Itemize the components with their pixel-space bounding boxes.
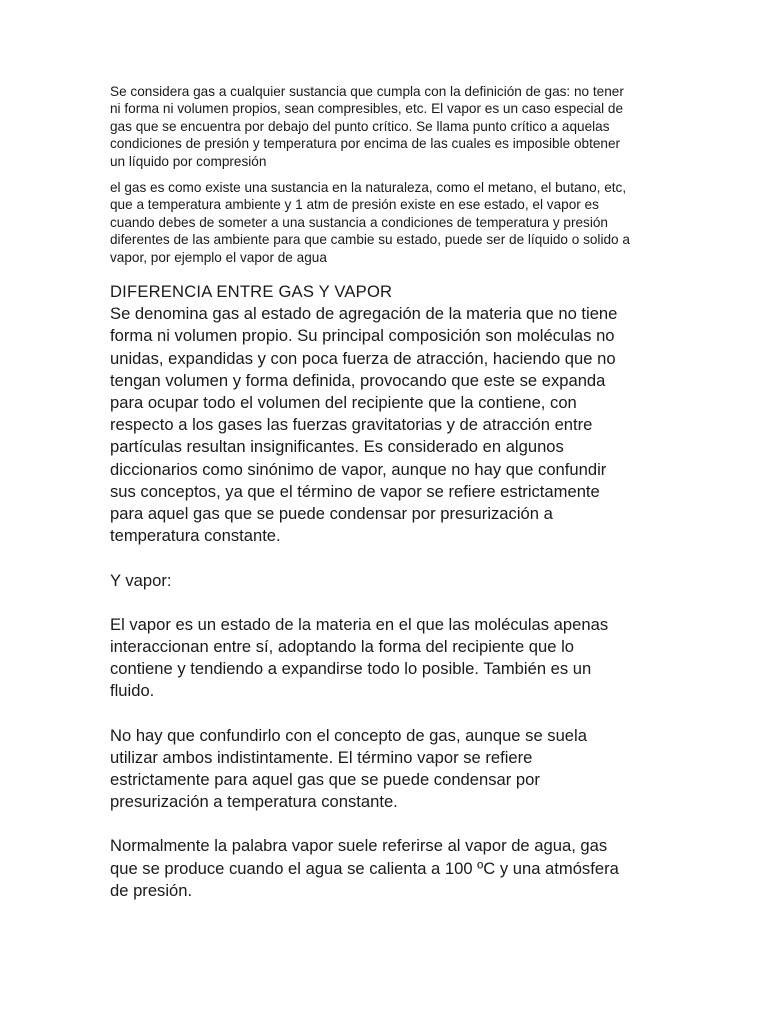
section-heading: DIFERENCIA ENTRE GAS Y VAPOR: [110, 282, 393, 302]
document-page: [110, 83, 660, 902]
vapor-label: Y vapor:: [110, 570, 172, 590]
gas-definition-paragraph: Se denomina gas al estado de agregación de la materia que no tiene forma ni volumen propio. Su principal composición son moléculas no unidas, expandidas y con poca fuerza de atracción, haciendo que no tengan volumen y forma definida, provocando que este se expanda para ocupar todo el volumen del recipiente que la contiene, con respecto a los gases las fuerzas gravitatorias y de atracción entre partículas resultan insignificantes. Es considerado en algunos diccionarios como sinónimo de vapor, aunque no hay que confundir sus conceptos, ya que el término de vapor se refiere estrictamente para aquel gas que se puede condensar por presurización a temperatura constante.: [110, 304, 618, 546]
intro-paragraph-2: el gas es como existe una sustancia en la naturaleza, como el metano, el butano, etc, que a temperatura ambiente y 1 atm de presión existe en ese estado, el vapor es cuando debes de someter a una sustancia a condiciones de temperatura y presión diferentes de las ambiente para que cambie su estado, puede ser de líquido o solido a vapor, por ejemplo el vapor de agua: [110, 180, 630, 265]
intro-paragraph-1: Se considera gas a cualquier sustancia que cumpla con la definición de gas: no tener ni forma ni volumen propios, sean compresibles, etc. El vapor es un caso especial de gas que se encuentra por debajo del punto crítico. Se llama punto crítico a aquelas condiciones de presión y temperatura por encima de las cuales es imposible obtener un líquido por compresión: [110, 84, 624, 169]
water-vapor-paragraph: Normalmente la palabra vapor suele referirse al vapor de agua, gas que se produce cuando el agua se calienta a 100 ºC y una atmósfera de presión.: [110, 836, 619, 900]
vapor-gas-distinction-paragraph: No hay que confundirlo con el concepto de gas, aunque se suela utilizar ambos indistintamente. El término vapor se refiere estrictamente para aquel gas que se puede condensar por presurización a temperatura constante.: [110, 725, 587, 812]
vapor-definition-paragraph: El vapor es un estado de la materia en el que las moléculas apenas interaccionan entre sí, adoptando la forma del recipiente que lo contiene y tendiendo a expandirse todo lo posible. También es un fluido.: [110, 614, 609, 701]
main-section: [110, 281, 660, 547]
